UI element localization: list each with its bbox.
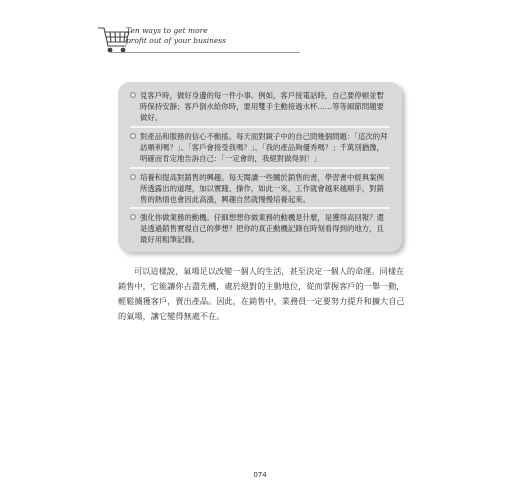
paragraph-text: 可以這樣說，氣場足以改變一個人的生活，甚至決定一個人的命運。同樣在銷售中，它能讓你占盡先機，處於絕對的主動地位，從而掌握客戶的一舉一動，輕鬆擄獲客戶，賣出產品。因此，在銷售中，業務員一定要努力提升和擴大自己的氣場，讓它變得無處不在。 — [118, 266, 405, 321]
tip-text: 培養和提高對銷售的興趣。每天閱讀一些關於銷售的書，學習書中經典案例所透露出的道理，加以實踐、操作，如此一來，工作就會越來越順手，對銷售的熱情也會因此高漲，興趣自然就慢慢培養起來。 — [140, 173, 384, 204]
header-rule — [110, 52, 300, 53]
bullet-icon — [130, 133, 136, 139]
tip-item — [130, 212, 388, 245]
tip-item — [130, 90, 388, 123]
tip-item — [130, 131, 388, 164]
tip-text: 對產品和服務的信心不動搖。每天面對鏡子中的自己問幾個問題：「這次的拜訪順利嗎？」、「客戶會接受我嗎？」、「我的產品夠優秀嗎？」千萬別猶豫，明確而肯定地告訴自己：「一定會的，我絕對做得到！」 — [140, 132, 388, 163]
tip-text: 強化你做業務的動機。仔細想想你做業務的動機是什麼，是獲得高回報？還是透過銷售實現自己的夢想？把你的真正動機記錄在時刻看得到的地方，且最好用粗筆記錄。 — [140, 213, 384, 244]
bullet-icon — [130, 174, 136, 180]
bullet-icon — [130, 214, 136, 220]
tip-text: 見客戶時，做好身邊的每一件小事。例如，客戶接電話時，自己要停頓並暫時保持安靜；客戶倒水給你時，要用雙手主動接過水杯……等等細節問題要做好。 — [140, 91, 384, 122]
tip-divider — [130, 167, 390, 169]
tip-item — [130, 172, 388, 205]
page-header — [96, 22, 296, 68]
body-paragraph — [118, 264, 406, 324]
header-tagline: Ten ways to get more profit out of your business — [126, 26, 227, 45]
tip-divider — [130, 207, 390, 209]
page-number: 074 — [253, 471, 267, 479]
tip-divider — [130, 126, 390, 128]
tips-panel — [118, 82, 402, 252]
bullet-icon — [130, 92, 136, 98]
